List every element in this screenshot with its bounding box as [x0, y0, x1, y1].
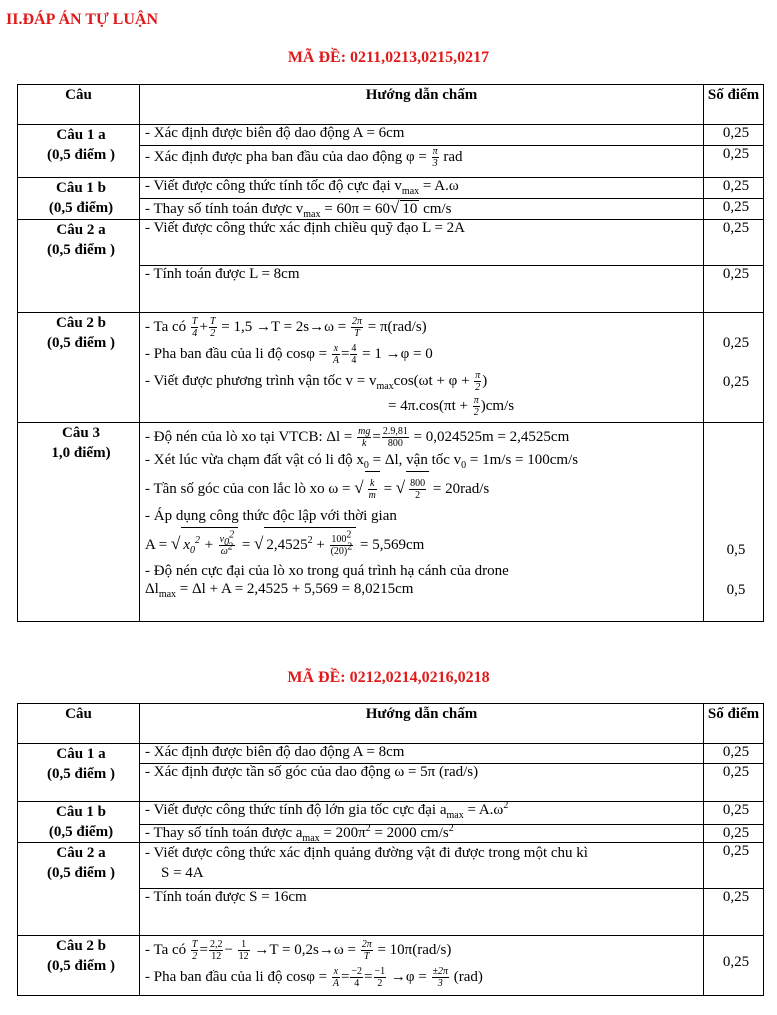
- points-value: 0,5: [726, 542, 746, 558]
- guide-text: - Xác định được biên độ dao động A = 6cm: [145, 125, 405, 141]
- points-value: 0,25: [722, 954, 750, 970]
- question-label: Câu 1 a: [56, 746, 106, 762]
- subscript: 0: [461, 460, 467, 471]
- sqrt-value: $2,4525^2$ + $\frac{100^2}{(20)^2}$: [264, 527, 356, 562]
- question-score: (0,5 điểm ): [47, 766, 115, 782]
- exam-code-title-2: MÃ ĐỀ: 0212,0214,0216,0218: [287, 669, 490, 686]
- table-row: [18, 744, 764, 764]
- header-points: Số điểm: [704, 704, 764, 744]
- exam-code-title-1: MÃ ĐỀ: 0211,0213,0215,0217: [287, 49, 490, 66]
- question-score: (0,5 điểm): [48, 200, 114, 216]
- fraction: $\frac{T}{2}$: [209, 316, 216, 340]
- fraction: $\frac{2.9,81}{800}$: [382, 426, 408, 450]
- guide-line: [145, 562, 703, 580]
- header-guide: Hướng dẫn chấm: [140, 704, 704, 744]
- sqrt-value: $x_0^2$ + $\frac{v_0^2}{\omega^2}$: [181, 527, 238, 562]
- points-value: 0,5: [726, 582, 746, 598]
- question-label: Câu 2 b: [55, 938, 107, 954]
- guide-text: cm/s: [419, 201, 452, 217]
- points-cell: 0,25: [704, 125, 764, 146]
- guide-line: - Pha ban đầu của li độ cosφ = $\frac{x}{A}$ = $\frac{-2}{4}$ = $\frac{-1}{2}$ →φ = $\frac{\pm 2\pi}{3}$ (rad): [145, 966, 483, 990]
- guide-text: (rad): [453, 969, 483, 985]
- question-cell: [18, 220, 140, 313]
- guide-text: - Ta có: [145, 942, 187, 958]
- question-score: (0,5 điểm ): [47, 147, 115, 163]
- guide-cell: [140, 146, 704, 178]
- fraction: $\frac{\pi}{3}$: [432, 146, 438, 169]
- question-label: Câu 3: [62, 425, 100, 441]
- guide-cell: [140, 889, 704, 936]
- guide-text: - Xác định được tần số góc của dao động ω = 5π (rad/s): [145, 764, 479, 780]
- points-cell: 0,25: [704, 199, 764, 220]
- answer-table-2: [17, 703, 764, 996]
- guide-line: [145, 506, 703, 526]
- guide-line: S = 4A: [161, 865, 204, 881]
- guide-text: - Xác định được biên độ dao động A = 8cm: [145, 744, 405, 760]
- points-cell: 0,25: [704, 824, 764, 842]
- points-cell: 0,25: [704, 744, 764, 764]
- points-cell: 0,25: [704, 266, 764, 313]
- guide-text: - Áp dụng công thức độc lập với thời gian: [145, 508, 397, 524]
- question-label: Câu 1 a: [56, 127, 106, 143]
- question-cell: [18, 802, 140, 843]
- guide-text: rad: [443, 148, 463, 165]
- question-score: (0,5 điểm ): [47, 865, 115, 881]
- fraction: $\frac{2\pi}{T}$: [361, 939, 372, 963]
- guide-text: →φ =: [390, 969, 427, 985]
- guide-cell: [140, 843, 704, 889]
- sqrt-value: $\frac{k}{m}$: [365, 471, 380, 506]
- sqrt-symbol: √: [389, 198, 400, 217]
- fraction: $\frac{\pi}{2}$: [475, 370, 481, 394]
- superscript: 2: [365, 822, 371, 834]
- guide-cell: [140, 936, 704, 996]
- points-cell: [704, 313, 764, 423]
- sqrt-symbol: √: [254, 534, 264, 553]
- fraction: $\frac{x}{A}$: [332, 343, 339, 367]
- guide-text: = 60π = 60: [320, 201, 390, 217]
- guide-cell: [140, 199, 704, 220]
- question-cell: [18, 423, 140, 622]
- guide-text: = A.ω: [463, 802, 504, 818]
- guide-text: - Tính toán được L = 8cm: [145, 266, 300, 282]
- subscript: 0: [363, 460, 369, 471]
- guide-text: = 4π.cos(πt +: [388, 398, 468, 414]
- table-row: [18, 178, 764, 199]
- subscript: max: [302, 832, 320, 844]
- fraction: $\frac{4}{4}$: [351, 343, 357, 367]
- guide-text: - Thay số tính toán được v: [145, 201, 304, 217]
- table-row: [18, 313, 764, 423]
- points-cell: 0,25: [704, 843, 764, 889]
- points-cell: 0,25: [704, 220, 764, 266]
- sqrt-value: 10: [402, 201, 418, 217]
- guide-text: →T = 0,2s→ω =: [254, 942, 356, 958]
- table-row: [18, 220, 764, 266]
- guide-text: - Thay số tính toán được a: [145, 824, 303, 841]
- guide-text: Δl: [145, 581, 159, 597]
- guide-text: - Tính toán được S = 16cm: [145, 889, 307, 905]
- points-cell: 0,25: [704, 764, 764, 802]
- guide-text: = 1m/s = 100cm/s: [466, 452, 579, 468]
- guide-text: = 5,569cm: [360, 537, 425, 553]
- subscript: max: [446, 810, 464, 821]
- question-cell: [18, 178, 140, 220]
- guide-cell: [140, 220, 704, 266]
- guide-line: [145, 394, 703, 418]
- guide-text: - Tần số góc của con lắc lò xo ω =: [145, 481, 351, 497]
- guide-text: - Viết được công thức xác định chiều quỹ đạo L = 2A: [145, 220, 466, 236]
- guide-cell: [140, 764, 704, 802]
- guide-cell: [140, 824, 704, 842]
- guide-line: - Ta có $\frac{T}{4}$ + $\frac{T}{2}$ = 1,5 →T = 2s→ω = $\frac{2\pi}{T}$ = π(rad/s): [145, 316, 427, 340]
- guide-text: = 20rad/s: [432, 481, 490, 497]
- header-question: Câu: [18, 85, 140, 125]
- header-points: Số điểm: [704, 85, 764, 125]
- subscript: max: [376, 381, 394, 392]
- subscript: max: [158, 589, 177, 600]
- points-value: 0,25: [722, 374, 750, 390]
- guide-text: = 1,5 →T = 2s→ω =: [221, 319, 347, 335]
- guide-text: - Ta có: [145, 319, 187, 335]
- table-row: [18, 802, 764, 825]
- fraction: $\frac{T}{2}$: [191, 939, 198, 963]
- question-label: Câu 2 b: [55, 315, 107, 331]
- guide-text: = Δl + A = 2,4525 + 5,569 = 8,0215cm: [176, 581, 414, 597]
- superscript: 2: [503, 800, 509, 811]
- question-label: Câu 2 a: [56, 222, 106, 238]
- fraction: $\frac{\pi}{2}$: [473, 395, 479, 419]
- question-score: (0,5 điểm): [48, 824, 114, 840]
- guide-line: [145, 367, 703, 394]
- fraction: $\frac{-2}{4}$: [351, 966, 363, 990]
- header-guide: Hướng dẫn chấm: [140, 85, 704, 125]
- guide-text: cos(ωt + φ +: [393, 373, 470, 389]
- question-score: (0,5 điểm ): [47, 335, 115, 351]
- guide-text: - Xác định được pha ban đầu của dao động φ =: [145, 148, 427, 165]
- subscript: max: [401, 186, 420, 197]
- header-question: Câu: [18, 704, 140, 744]
- guide-cell: [140, 313, 704, 423]
- guide-text: = 0,024525m = 2,4525cm: [413, 429, 570, 445]
- guide-text: = A.ω: [419, 178, 459, 194]
- guide-line: - Ta có $\frac{T}{2}$ = $\frac{2,2}{12}$ − $\frac{1}{12}$ →T = 0,2s→ω = $\frac{2\pi}{T}$ = 10π(rad/s): [145, 939, 452, 963]
- guide-text: - Viết được công thức tính độ lớn gia tốc cực đại a: [145, 802, 447, 818]
- guide-text: = 2000 cm/s: [370, 824, 449, 841]
- fraction: $\frac{2,2}{12}$: [209, 939, 223, 963]
- guide-text: - Viết được công thức tính tốc độ cực đại v: [145, 178, 402, 194]
- guide-cell: [140, 802, 704, 825]
- question-label: Câu 1 b: [55, 804, 107, 820]
- table-row: [18, 423, 764, 622]
- fraction: $\frac{1}{12}$: [238, 939, 249, 963]
- question-cell: [18, 843, 140, 936]
- points-value: 0,25: [722, 335, 750, 351]
- table-header-row: [18, 85, 764, 125]
- points-cell: 0,25: [704, 889, 764, 936]
- answer-table-1: [17, 84, 764, 622]
- sqrt-symbol: √: [395, 478, 406, 497]
- guide-text: - Độ nén cực đại của lò xo trong quá trình hạ cánh của drone: [145, 563, 509, 579]
- guide-text: - Viết được phương trình vận tốc v = v: [145, 373, 377, 389]
- guide-cell: [140, 423, 704, 622]
- question-label: Câu 1 b: [55, 180, 107, 196]
- guide-text: - Pha ban đầu của li độ cosφ =: [145, 346, 328, 362]
- points-cell: 0,25: [704, 178, 764, 199]
- table-row: [18, 843, 764, 889]
- guide-line: A = √ $x_0^2$ + $\frac{v_0^2}{\omega^2}$ = √ $2,4525^2$ + $\frac{100^2}{(20)^2}$ = 5,569cm: [145, 526, 703, 562]
- guide-line: - Pha ban đầu của li độ cosφ = $\frac{x}{A}$ = $\frac{4}{4}$ = 1 →φ = 0: [145, 343, 433, 367]
- question-cell: [18, 744, 140, 802]
- guide-text: - Xét lúc vừa chạm đất vật có li độ x: [145, 452, 364, 468]
- question-label: Câu 2 a: [56, 845, 106, 861]
- table-header-row: [18, 704, 764, 744]
- guide-text: A =: [145, 537, 168, 553]
- guide-text: - Pha ban đầu của li độ cosφ =: [145, 969, 328, 985]
- question-cell: [18, 313, 140, 423]
- guide-text: = 200π: [319, 824, 366, 841]
- points-cell: 0,25: [704, 146, 764, 178]
- sqrt-value: $\frac{800}{2}$: [406, 471, 429, 506]
- guide-line: - Viết được công thức xác định quảng đường vật đi được trong một chu kì: [145, 845, 588, 861]
- guide-text: - Độ nén của lò xo tại VTCB: Δl =: [145, 429, 353, 445]
- guide-text: = Δl, vận tốc v: [368, 452, 462, 468]
- fraction: $\frac{T}{4}$: [191, 316, 198, 340]
- fraction: $\frac{2\pi}{T}$: [351, 316, 362, 340]
- guide-text: = π(rad/s): [367, 319, 427, 335]
- sqrt-symbol: √: [354, 478, 364, 497]
- question-cell: [18, 125, 140, 178]
- points-cell: 0,25: [704, 802, 764, 825]
- guide-cell: [140, 178, 704, 199]
- question-score: (0,5 điểm ): [47, 242, 115, 258]
- guide-text: ): [482, 373, 488, 389]
- sqrt-symbol: √: [170, 534, 181, 553]
- guide-text: = 1 →φ = 0: [362, 346, 433, 362]
- table-row: [18, 936, 764, 996]
- fraction: $\frac{-1}{2}$: [374, 966, 386, 990]
- question-score: (0,5 điểm ): [47, 958, 115, 974]
- guide-cell: [140, 266, 704, 313]
- guide-cell: [140, 744, 704, 764]
- subscript: max: [303, 209, 321, 220]
- table-row: [18, 125, 764, 146]
- fraction: $\frac{\pm 2\pi}{3}$: [432, 966, 449, 990]
- fraction: $\frac{mg}{k}$: [358, 426, 371, 450]
- superscript: 2: [448, 822, 454, 834]
- section-heading: II.ĐÁP ÁN TỰ LUẬN: [6, 11, 159, 28]
- guide-cell: [140, 125, 704, 146]
- guide-line: - Độ nén của lò xo tại VTCB: Δl = $\frac{mg}{k}$ = $\frac{2.9,81}{800}$ = 0,024525m = 2,4525cm: [145, 426, 570, 450]
- guide-text: )cm/s: [480, 398, 515, 414]
- points-cell: [704, 423, 764, 622]
- fraction: $\frac{x}{A}$: [332, 966, 339, 990]
- guide-line: [145, 580, 703, 598]
- guide-text: = 10π(rad/s): [377, 942, 452, 958]
- guide-line: [145, 450, 703, 470]
- question-score: 1,0 điểm): [51, 445, 111, 461]
- points-cell: [704, 936, 764, 996]
- question-cell: [18, 936, 140, 996]
- guide-line: - Tần số góc của con lắc lò xo ω = √ $\frac{k}{m}$ = √ $\frac{800}{2}$ = 20rad/s: [145, 470, 703, 506]
